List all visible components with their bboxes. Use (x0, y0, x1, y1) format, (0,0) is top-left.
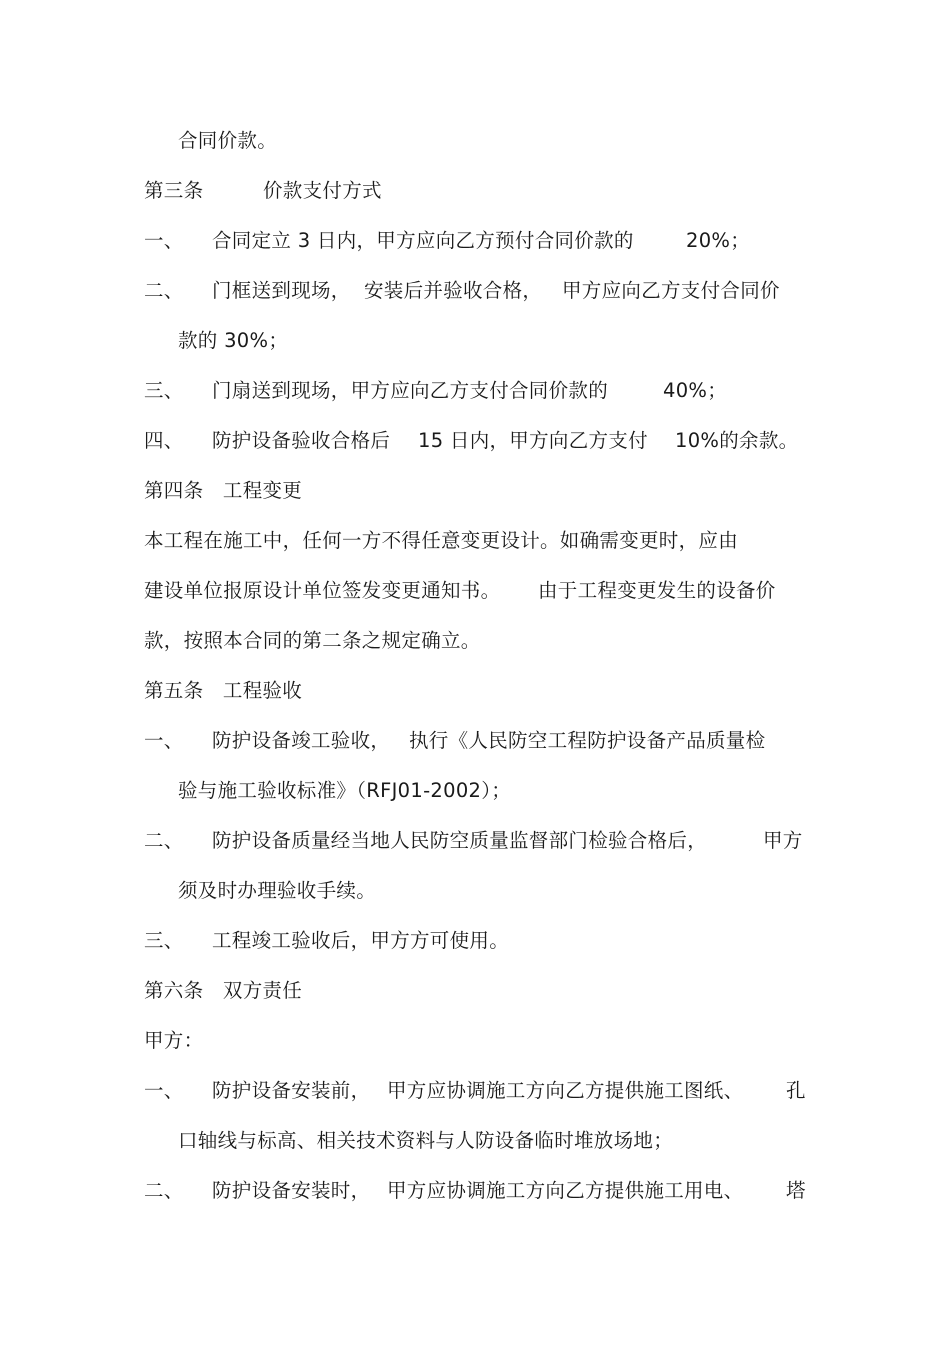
text-line (178, 779, 511, 803)
list-text-value: 10%的余款。 (675, 429, 799, 452)
line-text: 由于工程变更发生的设备价 (538, 579, 776, 602)
section-title: 第四条 工程变更 (144, 479, 303, 502)
list-text: 孔 (786, 1079, 806, 1102)
text-line (178, 1129, 673, 1153)
section-heading (144, 979, 302, 1003)
text-line (178, 329, 288, 353)
list-marker: 四、 (144, 429, 184, 452)
list-text: 门扇送到现场，甲方应向乙方支付合同价款的 (212, 379, 609, 402)
list-marker: 一、 (144, 729, 184, 752)
list-marker: 一、 (144, 229, 184, 252)
line-text: 款，按照本合同的第二条之规定确立。 (144, 629, 481, 652)
list-text: 防护设备质量经当地人民防空质量监督部门检验合格后， (212, 829, 708, 852)
line-text: 须及时办理验收手续。 (178, 879, 377, 902)
text-line (178, 879, 376, 903)
list-marker: 二、 (144, 279, 184, 302)
text-line (144, 629, 481, 653)
list-marker: 三、 (144, 929, 184, 952)
list-text: 甲方应协调施工方向乙方提供施工图纸、 (387, 1079, 744, 1102)
list-marker: 三、 (144, 379, 184, 402)
line-text: 本工程在施工中，任何一方不得任意变更设计。如确需变更时，应由 (144, 529, 739, 552)
list-marker: 一、 (144, 1079, 184, 1102)
list-text-value: 20%； (686, 229, 751, 252)
list-text: 甲方应向乙方支付合同价 (562, 279, 780, 302)
list-text: 执行《人民防空工程防护设备产品质量检 (409, 729, 766, 752)
list-text: 甲方 (763, 829, 803, 852)
list-text: 合同定立 3 日内，甲方应向乙方预付合同价款的 (212, 229, 634, 252)
list-text: 防护设备验收合格后 (212, 429, 391, 452)
list-marker: 二、 (144, 1179, 184, 1202)
text-line (178, 129, 277, 153)
section-title: 价款支付方式 (263, 179, 382, 202)
line-text: 合同价款。 (178, 129, 278, 152)
list-marker: 二、 (144, 829, 184, 852)
line-text: 款的 30%； (178, 329, 289, 352)
list-text-value: 40%； (663, 379, 728, 402)
list-text: 工程竣工验收后，甲方方可使用。 (212, 929, 510, 952)
section-heading (144, 479, 302, 503)
list-text: 门框送到现场， (212, 279, 351, 302)
list-text: 甲方应协调施工方向乙方提供施工用电、 (387, 1179, 744, 1202)
line-text: 口轴线与标高、相关技术资料与人防设备临时堆放场地； (178, 1129, 674, 1152)
list-text: 15 日内，甲方向乙方支付 (418, 429, 648, 452)
list-text: 防护设备安装前， (212, 1079, 371, 1102)
list-text: 防护设备安装时， (212, 1179, 371, 1202)
line-text: 建设单位报原设计单位签发变更通知书。 (144, 579, 501, 602)
line-text: 甲方： (144, 1029, 204, 1052)
text-line (144, 1029, 203, 1053)
section-heading (144, 679, 302, 703)
section-title: 第六条 双方责任 (144, 979, 303, 1002)
section-title: 第五条 工程验收 (144, 679, 303, 702)
list-text: 防护设备竣工验收， (212, 729, 391, 752)
list-text: 塔 (786, 1179, 806, 1202)
line-text: 验与施工验收标准》（RFJ01-2002）； (178, 779, 512, 802)
text-line (144, 529, 738, 553)
section-number: 第三条 (144, 179, 204, 202)
list-text: 安装后并验收合格， (364, 279, 543, 302)
